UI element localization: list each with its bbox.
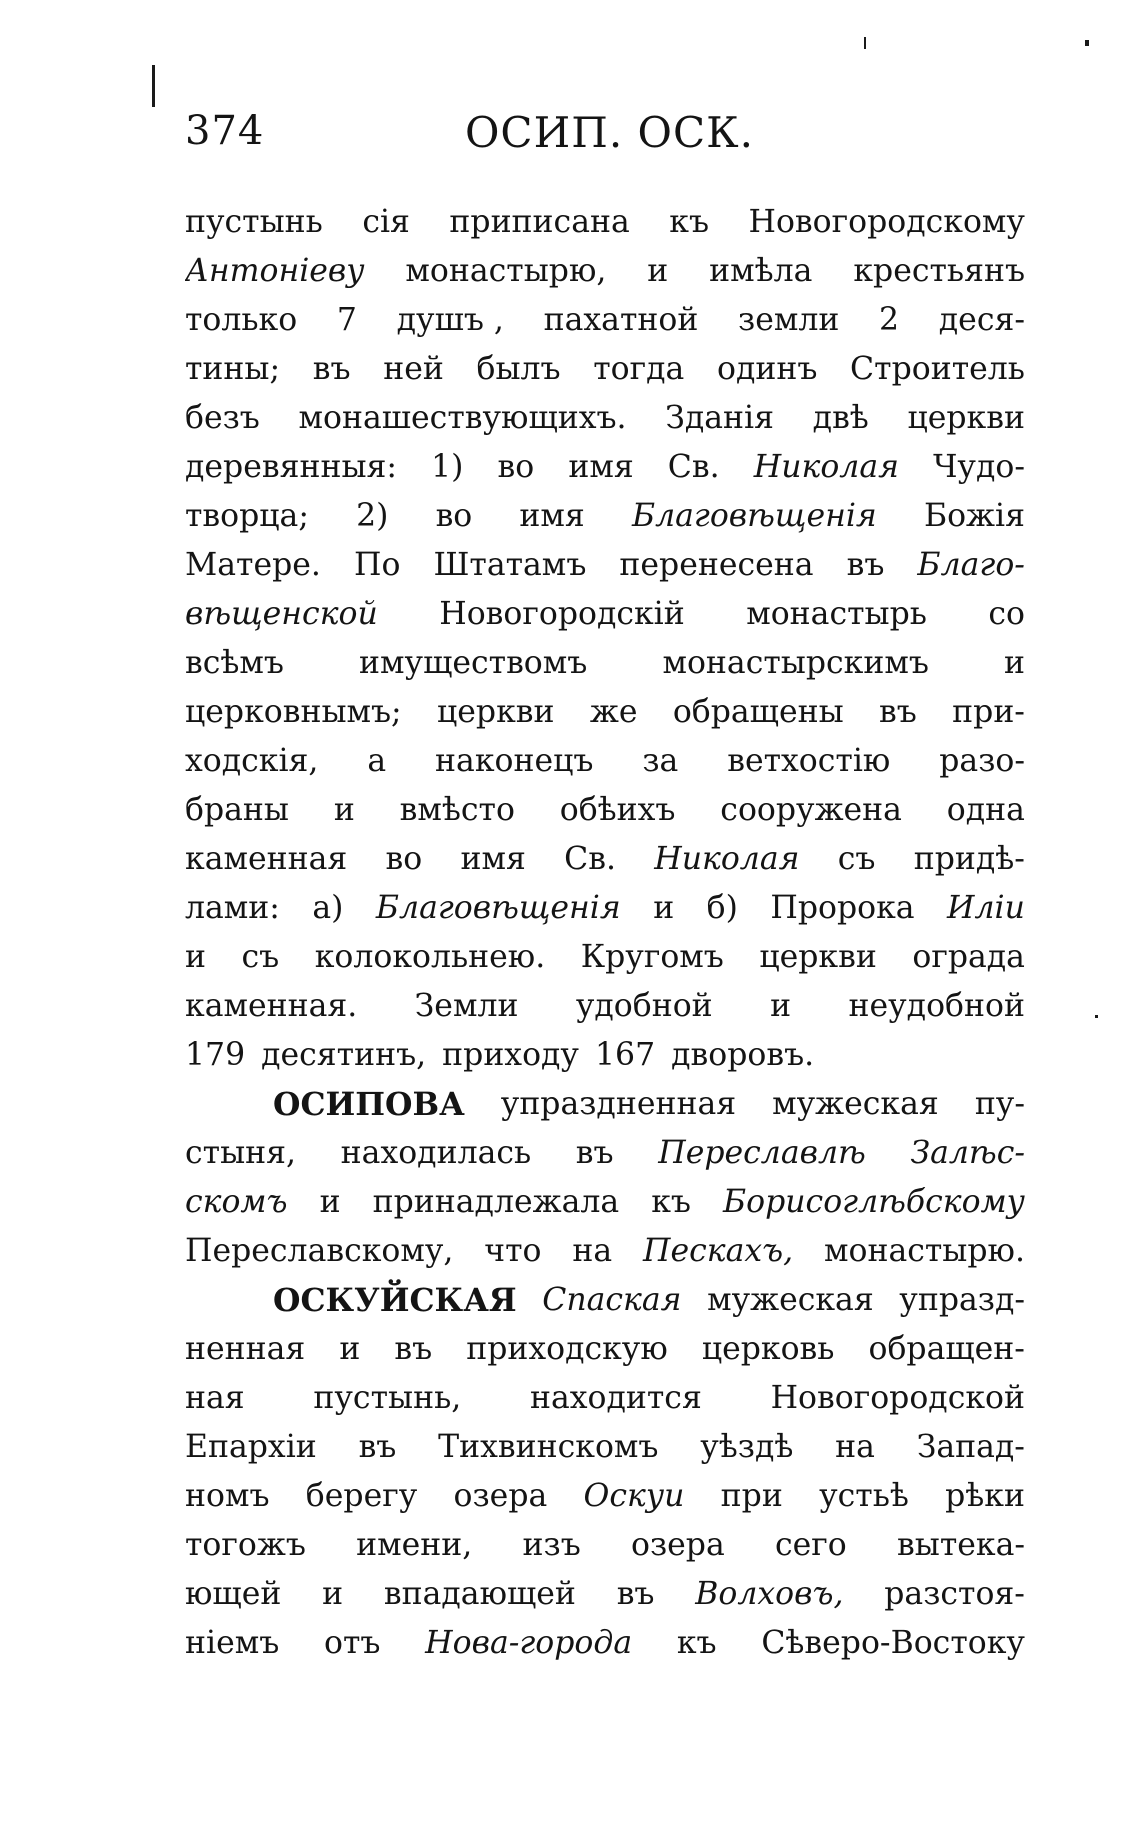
word: ная [185, 1380, 245, 1416]
word: десятинъ, [261, 1037, 427, 1073]
word: Строитель [850, 351, 1025, 387]
word: Пескахъ, [643, 1233, 794, 1269]
word: ней [383, 351, 444, 387]
word: въ [616, 1576, 655, 1612]
text-line [185, 1031, 1025, 1080]
word: дворовъ. [671, 1037, 815, 1073]
word: 2) [356, 498, 389, 534]
word: Спаская [542, 1282, 682, 1318]
word: 7 [336, 302, 357, 338]
word: церковь [701, 1331, 835, 1367]
word: Штатамъ [433, 547, 587, 583]
word: душъ , [396, 302, 504, 338]
word: Переславскому, [185, 1233, 454, 1269]
word: Новогородской [770, 1380, 1025, 1416]
word: Запад- [916, 1429, 1025, 1465]
word: пу- [974, 1086, 1025, 1122]
word: обѣихъ [559, 792, 676, 828]
word: деся- [938, 302, 1025, 338]
word: сего [775, 1527, 847, 1563]
word: 167 [594, 1037, 656, 1073]
word: сія [362, 204, 410, 240]
word: браны [185, 792, 289, 828]
text-line [185, 639, 1025, 688]
word: скомъ [185, 1184, 288, 1220]
word: творца; [185, 498, 309, 534]
word: въ [879, 694, 917, 730]
word: Кругомъ [580, 939, 724, 975]
word: впадающей [383, 1576, 576, 1612]
word: ветхостію [727, 743, 891, 779]
word: ходскія, [185, 743, 319, 779]
text-line [185, 541, 1025, 590]
word: при [720, 1478, 783, 1514]
word: Тихвинскомъ [438, 1429, 659, 1465]
word: и [647, 253, 669, 289]
word: Благо- [917, 547, 1025, 583]
word: съ [837, 841, 876, 877]
word: имя [568, 449, 634, 485]
word: приписана [449, 204, 630, 240]
word: церкви [437, 694, 555, 730]
word: упразд- [899, 1282, 1025, 1318]
text-line [185, 982, 1025, 1031]
word: устьѣ [819, 1478, 909, 1514]
word: Залѣс- [910, 1135, 1025, 1171]
word: всѣмъ [185, 645, 284, 681]
word: неудобной [848, 988, 1025, 1024]
word: Борисоглѣбскому [722, 1184, 1025, 1220]
word: и [322, 1576, 344, 1612]
word: монастырь [746, 596, 927, 632]
word: лами: [185, 890, 280, 926]
word: крестьянъ [853, 253, 1025, 289]
word: и [333, 792, 355, 828]
word: при- [952, 694, 1025, 730]
word: Новогородскій [439, 596, 685, 632]
word: въ [394, 1331, 433, 1367]
text-line [185, 737, 1025, 786]
word: Божія [923, 498, 1025, 534]
text-line [185, 1521, 1025, 1570]
word: придѣ- [913, 841, 1025, 877]
text-line [185, 1423, 1025, 1472]
text-line [185, 1570, 1025, 1619]
word: тогда [593, 351, 685, 387]
text-line [185, 1619, 1025, 1668]
word: ОСИПОВА [273, 1086, 465, 1123]
word: вмѣсто [399, 792, 515, 828]
word: и [185, 939, 206, 975]
text-line [185, 835, 1025, 884]
word: безъ [185, 400, 260, 436]
word: одинъ [716, 351, 818, 387]
word: Благовѣщенія [631, 498, 877, 534]
text-line [185, 786, 1025, 835]
word: на [835, 1429, 875, 1465]
text-line [185, 1178, 1025, 1227]
word: ющей [185, 1576, 282, 1612]
word: ограда [912, 939, 1025, 975]
word: номъ [185, 1478, 270, 1514]
text-line [185, 1227, 1025, 1276]
word: Матере. [185, 547, 321, 583]
word: и [319, 1184, 341, 1220]
text-line [185, 688, 1025, 737]
text-line [185, 1374, 1025, 1423]
word: удобной [575, 988, 713, 1024]
word: каменная [185, 841, 348, 877]
text-line [185, 590, 1025, 639]
word: мужеская [772, 1086, 939, 1122]
word: церковнымъ; [185, 694, 402, 730]
text-line [185, 296, 1025, 345]
word: Иліи [947, 890, 1025, 926]
word: къ [676, 1625, 717, 1661]
text-line [185, 198, 1025, 247]
text-line [185, 1325, 1025, 1374]
word: имя [460, 841, 526, 877]
word: сооружена [720, 792, 902, 828]
word: наконецъ [435, 743, 594, 779]
word: за [642, 743, 679, 779]
word: Сѣверо-Востоку [761, 1625, 1025, 1661]
word: и [653, 890, 675, 926]
word: Нова-города [425, 1625, 633, 1661]
word: и [339, 1331, 361, 1367]
word: обращены [672, 694, 844, 730]
word: Зданія [665, 400, 774, 436]
word: вѣщенской [185, 596, 378, 632]
word: къ [669, 204, 709, 240]
scan-mark [1085, 40, 1089, 46]
word: Пророка [770, 890, 915, 926]
word: 2 [879, 302, 900, 338]
word: обращен- [868, 1331, 1025, 1367]
word: Волховъ, [695, 1576, 844, 1612]
word: Епархіи [185, 1429, 317, 1465]
word: былъ [476, 351, 561, 387]
word: монашествующихъ. [298, 400, 627, 436]
word: и [1004, 645, 1025, 681]
word: въ [846, 547, 885, 583]
word: ОСКУЙСКАЯ [273, 1282, 517, 1319]
word: разо- [939, 743, 1025, 779]
word: имя [519, 498, 585, 534]
word: деревянныя: [185, 449, 397, 485]
word: церкви [907, 400, 1025, 436]
scan-mark [152, 65, 155, 107]
word: приходу [442, 1037, 579, 1073]
text-line [185, 1080, 1025, 1129]
word: разстоя- [884, 1576, 1025, 1612]
word: 1) [431, 449, 464, 485]
word: Новогородскому [748, 204, 1025, 240]
page-header [185, 108, 1040, 168]
text-line [185, 345, 1025, 394]
word: тины; [185, 351, 281, 387]
text-line [185, 443, 1025, 492]
word: озера [453, 1478, 548, 1514]
text-line [185, 1276, 1025, 1325]
word: Св. [564, 841, 616, 877]
word: къ [651, 1184, 691, 1220]
scan-mark [1095, 1015, 1098, 1018]
word: Земли [414, 988, 519, 1024]
word: во [497, 449, 535, 485]
word: Чудо- [933, 449, 1025, 485]
word: Антоніеву [185, 253, 365, 289]
text-line [185, 492, 1025, 541]
running-title: ОСИП. ОСК. [465, 108, 754, 157]
text-line [185, 394, 1025, 443]
word: Оскуи [583, 1478, 685, 1514]
word: во [385, 841, 423, 877]
page-body-text [185, 198, 1025, 1668]
word: въ [358, 1429, 397, 1465]
text-line [185, 933, 1025, 982]
word: отъ [324, 1625, 381, 1661]
word: монастырю, [405, 253, 607, 289]
text-line [185, 1472, 1025, 1521]
word: находилась [340, 1135, 532, 1171]
word: Благовѣщенія [375, 890, 621, 926]
word: принадлежала [372, 1184, 620, 1220]
word: со [988, 596, 1025, 632]
word: колокольнею. [314, 939, 546, 975]
word: земли [738, 302, 840, 338]
word: имени, [356, 1527, 473, 1563]
word: монастырю. [824, 1233, 1025, 1269]
word: вытека- [897, 1527, 1025, 1563]
word: въ [312, 351, 351, 387]
word: ніемъ [185, 1625, 280, 1661]
word: приходскую [466, 1331, 668, 1367]
word: имуществомъ [359, 645, 588, 681]
word: во [435, 498, 473, 534]
word: на [572, 1233, 613, 1269]
word: въ [575, 1135, 614, 1171]
word: а [367, 743, 387, 779]
word: перенесена [619, 547, 814, 583]
word: Николая [654, 841, 800, 877]
word: стыня, [185, 1135, 297, 1171]
word: По [353, 547, 401, 583]
word: Николая [753, 449, 899, 485]
word: б) [706, 890, 738, 926]
word: Переславлѣ [658, 1135, 866, 1171]
word: тогожъ [185, 1527, 306, 1563]
word: церкви [759, 939, 877, 975]
word: упраздненная [500, 1086, 737, 1122]
scan-mark [864, 37, 866, 49]
word: пустынь, [313, 1380, 462, 1416]
word: двѣ [812, 400, 869, 436]
word: Св. [667, 449, 720, 485]
word: ненная [185, 1331, 306, 1367]
word: пустынь [185, 204, 323, 240]
word: рѣки [945, 1478, 1025, 1514]
word: же [589, 694, 638, 730]
text-line [185, 884, 1025, 933]
word: находится [529, 1380, 702, 1416]
word: 179 [185, 1037, 246, 1073]
word: уѣздѣ [700, 1429, 794, 1465]
word: берегу [305, 1478, 418, 1514]
word: только [185, 302, 298, 338]
word: одна [946, 792, 1025, 828]
word: изъ [522, 1527, 581, 1563]
word: что [484, 1233, 542, 1269]
word: имѣла [709, 253, 813, 289]
word: а) [312, 890, 344, 926]
text-line [185, 1129, 1025, 1178]
word: пахатной [543, 302, 699, 338]
word: и [770, 988, 792, 1024]
text-line [185, 247, 1025, 296]
word: мужеская [707, 1282, 874, 1318]
word: съ [241, 939, 280, 975]
word: монастырскимъ [662, 645, 929, 681]
word: каменная. [185, 988, 358, 1024]
word: озера [631, 1527, 725, 1563]
page-number: 374 [185, 108, 265, 154]
